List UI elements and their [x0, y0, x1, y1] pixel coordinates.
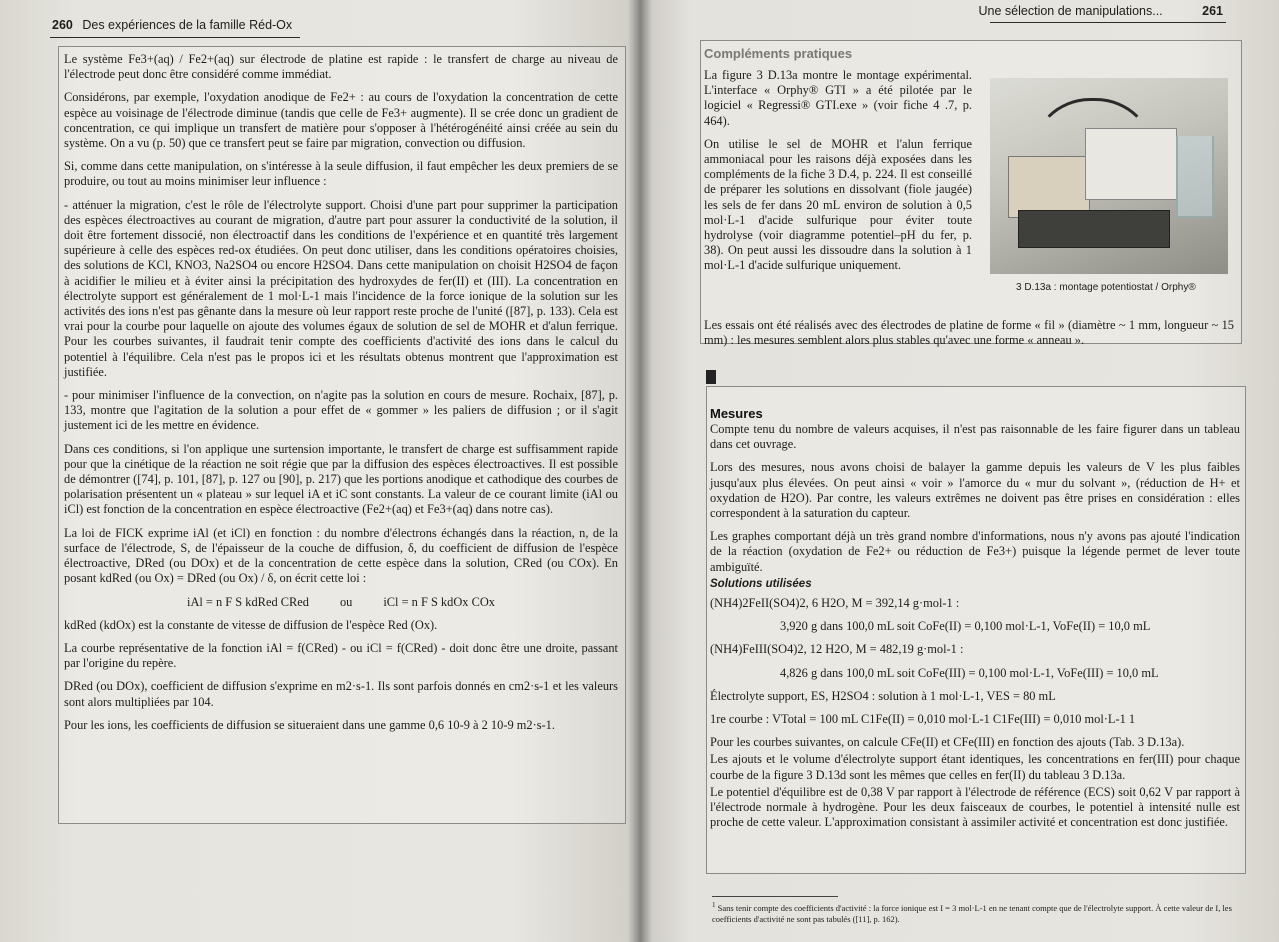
mesures-text: [710, 422, 1240, 838]
right-page-header: [979, 4, 1223, 18]
formula-anodic: iAl = n F S kdRed CRed: [187, 594, 309, 609]
left-text-column: [64, 52, 618, 741]
paragraph: La courbe représentative de la fonction iAl = f(CRed) - ou iCl = f(CRed) - doit donc être une droite, passant par l'origine du repère.: [64, 640, 618, 671]
left-page-title: Des expériences de la famille Réd-Ox: [82, 18, 293, 32]
footnote-number: 1: [712, 901, 716, 909]
left-page-header: [52, 18, 292, 32]
paragraph: - atténuer la migration, c'est le rôle de l'électrolyte support. Choisi d'une part pour supprimer la participation des espèces électroactives au courant de migration, d'autre part pour assurer la conductivité de la solution, il doit être fortement dissocié, non électroactif dans les conditions de l'expérience et en quantité très largement supérieure à celle des espèces red-ox étudiées. On peut donc utiliser, dans les conditions opératoires choisies, des solutions de KCl, KNO3, Na2SO4 ou encore H2SO4. Dans cette manipulation on choisit H2SO4 de façon à acidifier le milieu et à éviter ainsi la précipitation des hydroxydes de fer(II) et (III). La concentration en électrolyte support est généralement de 1 mol·L-1 mais l'incidence de la force ionique de la solution sur les activités des ions n'est pas gênante dans la mesure où leur rapport reste proche de l'unité ([87], p. 133). Cela est vrai pour la courbe pour laquelle on ajoute des volumes égaux de solution de sel de MOHR et d'alun ferrique. Pour les courbes suivantes, il faudrait tenir compte des coefficients d'activité des ions dans le calcul du potentiel à l'équilibre. Cela n'est pas le propos ici et les résultats obtenus montrent que l'approximation est justifiée.: [64, 197, 618, 379]
complements-wide-text: Les essais ont été réalisés avec des électrodes de platine de forme « fil » (diamètre ~ 1 mm, longueur ~ 15 mm) : les mesures semblent alors plus stables qu'avec une forme « anneau ».: [704, 318, 1234, 348]
solutions-title: Solutions utilisées: [710, 577, 812, 590]
fick-formula: [64, 595, 618, 610]
paragraph: Considérons, par exemple, l'oxydation anodique de Fe2+ : au cours de l'oxydation la concentration de cette espèce au voisinage de l'électrode diminue (tandis que celle de Fe3+ augmente). Il se crée donc un gradient de concentration, ce qui implique un transfert de matière pour s'opposer à l'hétérogénéité ainsi créée au sein du système. On a vu (p. 50) que ce transfert peut se faire par migration, convection ou diffusion.: [64, 90, 618, 151]
solution-line: 1re courbe : VTotal = 100 mL C1Fe(II) = 0,010 mol·L-1 C1Fe(III) = 0,010 mol·L-1 1: [710, 712, 1136, 727]
right-header-rule: [990, 22, 1226, 23]
footnote: [712, 900, 1242, 925]
complements-text: [704, 68, 972, 282]
paragraph: Pour les courbes suivantes, on calcule CFe(II) et CFe(III) en fonction des ajouts (Tab. 3 D.13a).: [710, 735, 1185, 750]
mesures-title: Mesures: [710, 406, 763, 421]
solution-line: 3,920 g dans 100,0 mL soit CoFe(II) = 0,100 mol·L-1, VoFe(II) = 10,0 mL: [780, 619, 1151, 634]
right-page-number: 261: [1202, 4, 1223, 18]
calculator-icon: [706, 370, 716, 384]
paragraph: Si, comme dans cette manipulation, on s'intéresse à la seule diffusion, il faut empêcher les deux premiers de se produire, ou tout au moins minimiser leur influence :: [64, 159, 618, 189]
formula-cathodic: iCl = n F S kdOx COx: [383, 594, 495, 609]
complements-title: Compléments pratiques: [704, 46, 853, 61]
solution-line: Électrolyte support, ES, H2SO4 : solution à 1 mol·L-1, VES = 80 mL: [710, 688, 1056, 703]
solution-line: 4,826 g dans 100,0 mL soit CoFe(III) = 0,100 mol·L-1, VoFe(III) = 10,0 mL: [780, 665, 1159, 680]
paragraph: Dans ces conditions, si l'on applique une surtension importante, le transfert de charge est suffisamment rapide pour que la cinétique de la réaction ne soit régie que par la diffusion des espèces électroactives. Il est possible de démontrer ([74], p. 101, [87], p. 127 ou [90], p. 217) que les portions anodique et cathodique des courbes de polarisation présentent un « plateau » sur lequel iA et iC sont constants. La valeur de ce courant limite (iAl ou iCl) est fonction de la concentration en espèce électroactive (Fe2+(aq) et Fe3+(aq) dans notre cas).: [64, 441, 618, 517]
left-page-number: 260: [52, 18, 73, 32]
solution-line: (NH4)FeIII(SO4)2, 12 H2O, M = 482,19 g·mol-1 :: [710, 642, 964, 657]
formula-or: ou: [339, 594, 353, 609]
photo-potentiostat: [1008, 156, 1090, 218]
paragraph: kdRed (kdOx) est la constante de vitesse de diffusion de l'espèce Red (Ox).: [64, 617, 438, 632]
paragraph: Les ajouts et le volume d'électrolyte support étant identiques, les concentrations en fer(III) pour chaque courbe de la figure 3 D.13d sont les mêmes que celles en fer(II) du tableau 3 D.13a.: [710, 752, 1240, 782]
photo-caption: 3 D.13a : montage potentiostat / Orphy®: [1016, 282, 1196, 293]
footnote-text: Sans tenir compte des coefficients d'activité : la force ionique est I = 3 mol·L-1 en ne tenant compte que de l'électrolyte support. À cette valeur de I, les coefficients d'activité ne sont pas tabulés ([11], p. 162).: [712, 902, 1232, 924]
paragraph: La figure 3 D.13a montre le montage expérimental. L'interface « Orphy® GTI » a été pilotée par le logiciel « Regressi® GTI.exe » (voir fiche 4 .7, p. 464).: [704, 68, 972, 128]
paragraph: Le potentiel d'équilibre est de 0,38 V par rapport à l'électrode de référence (ECS) soit 0,62 V par rapport à l'électrode normale à hydrogène. Pour les deux faisceaux de courbes, le potentiel à intensité nulle est proche de cette valeur. L'approximation consistant à assimiler activité et concentration est donc justifiée.: [710, 784, 1240, 830]
setup-photo: [990, 78, 1228, 274]
footnote-rule: [712, 896, 838, 897]
left-header-rule: [50, 37, 300, 38]
paragraph: La loi de FICK exprime iAl (et iCl) en fonction : du nombre d'électrons échangés dans la réaction, n, de la surface de l'électrode, S, de l'épaisseur de la couche de diffusion, δ, du coefficient de diffusion de l'espèce électroactive, DRed (ou DOx) et de la concentration de cette espèce dans la solution, CRed (ou COx). En posant kdRed (ou Ox) = DRed (ou Ox) / δ, on écrit cette loi :: [64, 525, 618, 586]
photo-base: [1018, 210, 1170, 248]
right-page-title: Une sélection de manipulations...: [978, 4, 1163, 18]
paragraph: Compte tenu du nombre de valeurs acquises, il n'est pas raisonnable de les faire figurer dans un tableau dans cet ouvrage.: [710, 422, 1240, 452]
paragraph: Les graphes comportant déjà un très grand nombre d'informations, nous n'y avons pas ajouté l'indication de la réaction (oxydation de Fe2+ ou réduction de Fe3+) puisque la légende permet de lever toute ambiguïté.: [710, 529, 1240, 574]
paragraph: On utilise le sel de MOHR et l'alun ferrique ammoniacal pour les raisons déjà exposées dans les compléments de la fiche 3 D.4, p. 224. Il est conseillé de préparer les solutions en dissolvant (fiole jaugée) les sels de fer dans 20 mL environ de solution à 0,5 mol·L-1 d'acide sulfurique pour éviter toute hydrolyse (voir diagramme potentiel–pH du fer, p. 38). On peut aussi les dissoudre dans la solution à 1 mol·L-1 d'acide sulfurique uniquement.: [704, 136, 972, 273]
paragraph: Le système Fe3+(aq) / Fe2+(aq) sur électrode de platine est rapide : le transfert de charge au niveau de l'électrode peut donc être considéré comme immédiat.: [64, 52, 618, 82]
paragraph: DRed (ou DOx), coefficient de diffusion s'exprime en m2·s-1. Ils sont parfois donnés en cm2·s-1 et les valeurs sont alors multipliées par 104.: [64, 679, 618, 709]
book-gutter: [628, 0, 652, 942]
photo-beaker: [1176, 136, 1214, 218]
paragraph: - pour minimiser l'influence de la convection, on n'agite pas la solution en cours de mesure. Rochaix, [87], p. 133, montre que l'agitation de la solution a pour effet de « gommer » les paliers de diffusion ; or il s'agit justement ici de les mettre en évidence.: [64, 388, 618, 433]
paragraph: Pour les ions, les coefficients de diffusion se situeraient dans une gamme 0,6 10-9 à 2 10-9 m2·s-1.: [64, 717, 555, 732]
photo-interface: [1085, 128, 1177, 200]
solution-line: (NH4)2FeII(SO4)2, 6 H2O, M = 392,14 g·mol-1 :: [710, 596, 960, 611]
paragraph: Lors des mesures, nous avons choisi de balayer la gamme depuis les valeurs de V les plus faibles jusqu'aux plus élevées. On peut ainsi « voir » l'amorce du « mur du solvant », (réduction de H+ et oxydation de H2O). Par contre, les valeurs extrêmes ne doivent pas être prises en considération : elles correspondent à la saturation du capteur.: [710, 460, 1240, 521]
